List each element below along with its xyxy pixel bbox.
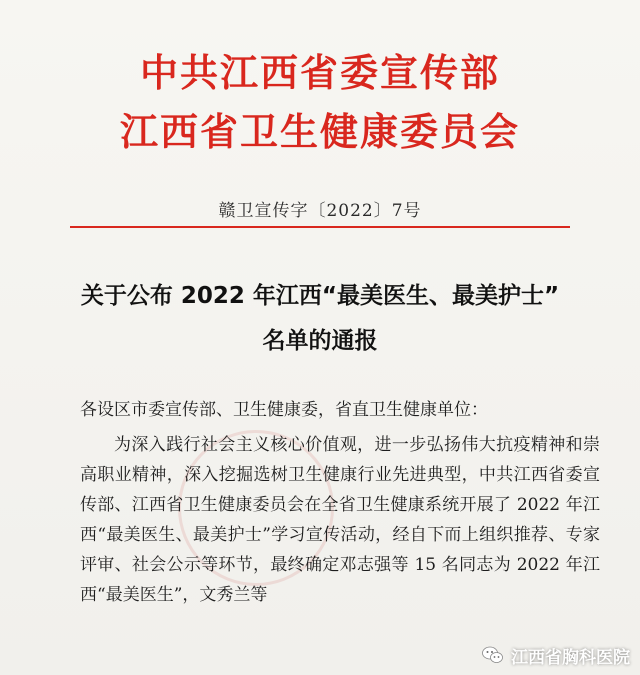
salutation: 各设区市委宣传部、卫生健康委，省直卫生健康单位： (80, 400, 488, 420)
wechat-icon (481, 643, 505, 667)
issuing-org-line-2: 江西省卫生健康委员会 (119, 110, 520, 154)
body-paragraph: 为深入践行社会主义核心价值观，进一步弘扬伟大抗疫精神和崇高职业精神，深入挖掘选树卫生健康行业先进典型，中共江西省委宣传部、江西省卫生健康委员会在全省卫生健康系统开展了 2022 年江西“最美医生、最美护士”学习宣传活动，经自下而上组织推荐、专家评审、社会公示等环节，最终确定邓志强等 15 名同志为 2022 年江西“最美医生”，文秀兰等 (80, 435, 600, 605)
watermark-text: 江西省胸科医院 (511, 647, 630, 668)
document-number: 赣卫宣传字〔2022〕7号 (218, 201, 422, 221)
document-title-line-1: 关于公布 2022 年江西“最美医生、最美护士” (80, 283, 560, 309)
red-divider-line (70, 226, 570, 228)
issuing-org-line-1: 中共江西省委宣传部 (139, 51, 500, 95)
document-title-line-2: 名单的通报 (262, 328, 378, 354)
account-watermark (481, 641, 630, 669)
